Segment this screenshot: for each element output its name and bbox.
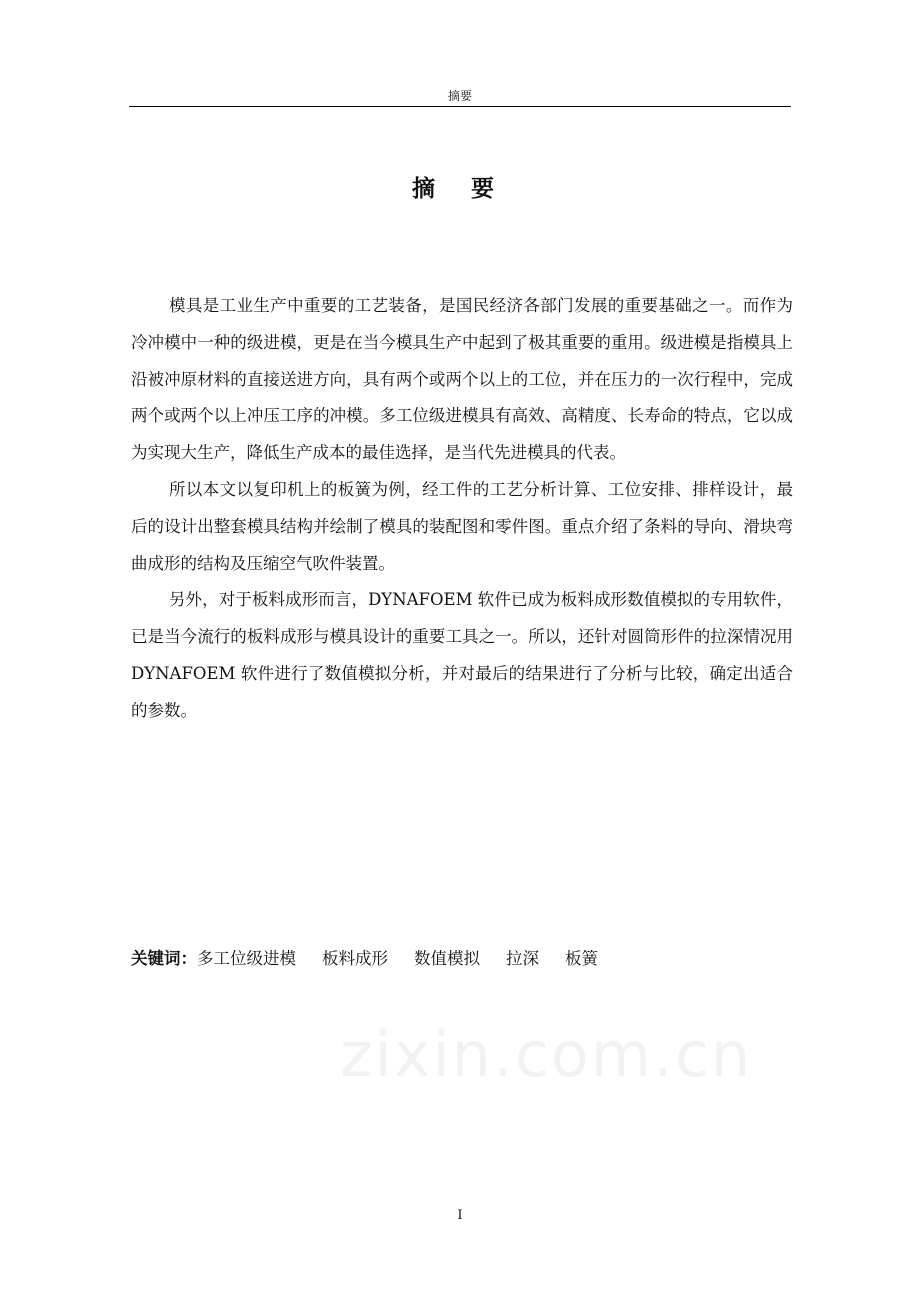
abstract-paragraph-3: 另外，对于板料成形而言，DYNAFOEM 软件已成为板料成形数值模拟的专用软件，已是当今流行的板料成形与模具设计的重要工具之一。所以，还针对圆筒形件的拉深情况用 DYNAFOEM 软件进行了数值模拟分析，并对最后的结果进行了分析与比较，确定出适合的参数。	[131, 590, 793, 720]
keyword-item: 拉深	[506, 949, 539, 968]
keyword-item: 多工位级进模	[197, 949, 296, 968]
keywords-label: 关键词：	[131, 949, 197, 968]
abstract-body	[131, 288, 793, 730]
abstract-paragraph-1: 模具是工业生产中重要的工艺装备，是国民经济各部门发展的重要基础之一。而作为冷冲模中一种的级进模，更是在当今模具生产中起到了极其重要的重用。级进模是指模具上沿被冲原材料的直接送进方向，具有两个或两个以上的工位，并在压力的一次行程中，完成两个或两个以上冲压工序的冲模。多工位级进模具有高效、高精度、长寿命的特点，它以成为实现大生产，降低生产成本的最佳选择，是当代先进模具的代表。	[131, 296, 793, 463]
page-number: I	[457, 1208, 463, 1223]
page-title: 摘 要	[411, 176, 508, 202]
keyword-item: 板簧	[565, 949, 598, 968]
watermark: zixin.com.cn	[340, 1018, 753, 1091]
abstract-paragraph-2: 所以本文以复印机上的板簧为例，经工件的工艺分析计算、工位安排、排样设计，最后的设计出整套模具结构并绘制了模具的装配图和零件图。重点介绍了条料的导向、滑块弯曲成形的结构及压缩空气吹件装置。	[131, 479, 793, 573]
keyword-item: 数值模拟	[414, 949, 480, 968]
keyword-item: 板料成形	[322, 949, 388, 968]
keywords-line	[131, 946, 793, 972]
header-rule	[129, 106, 791, 107]
running-header: 摘要	[447, 89, 472, 103]
